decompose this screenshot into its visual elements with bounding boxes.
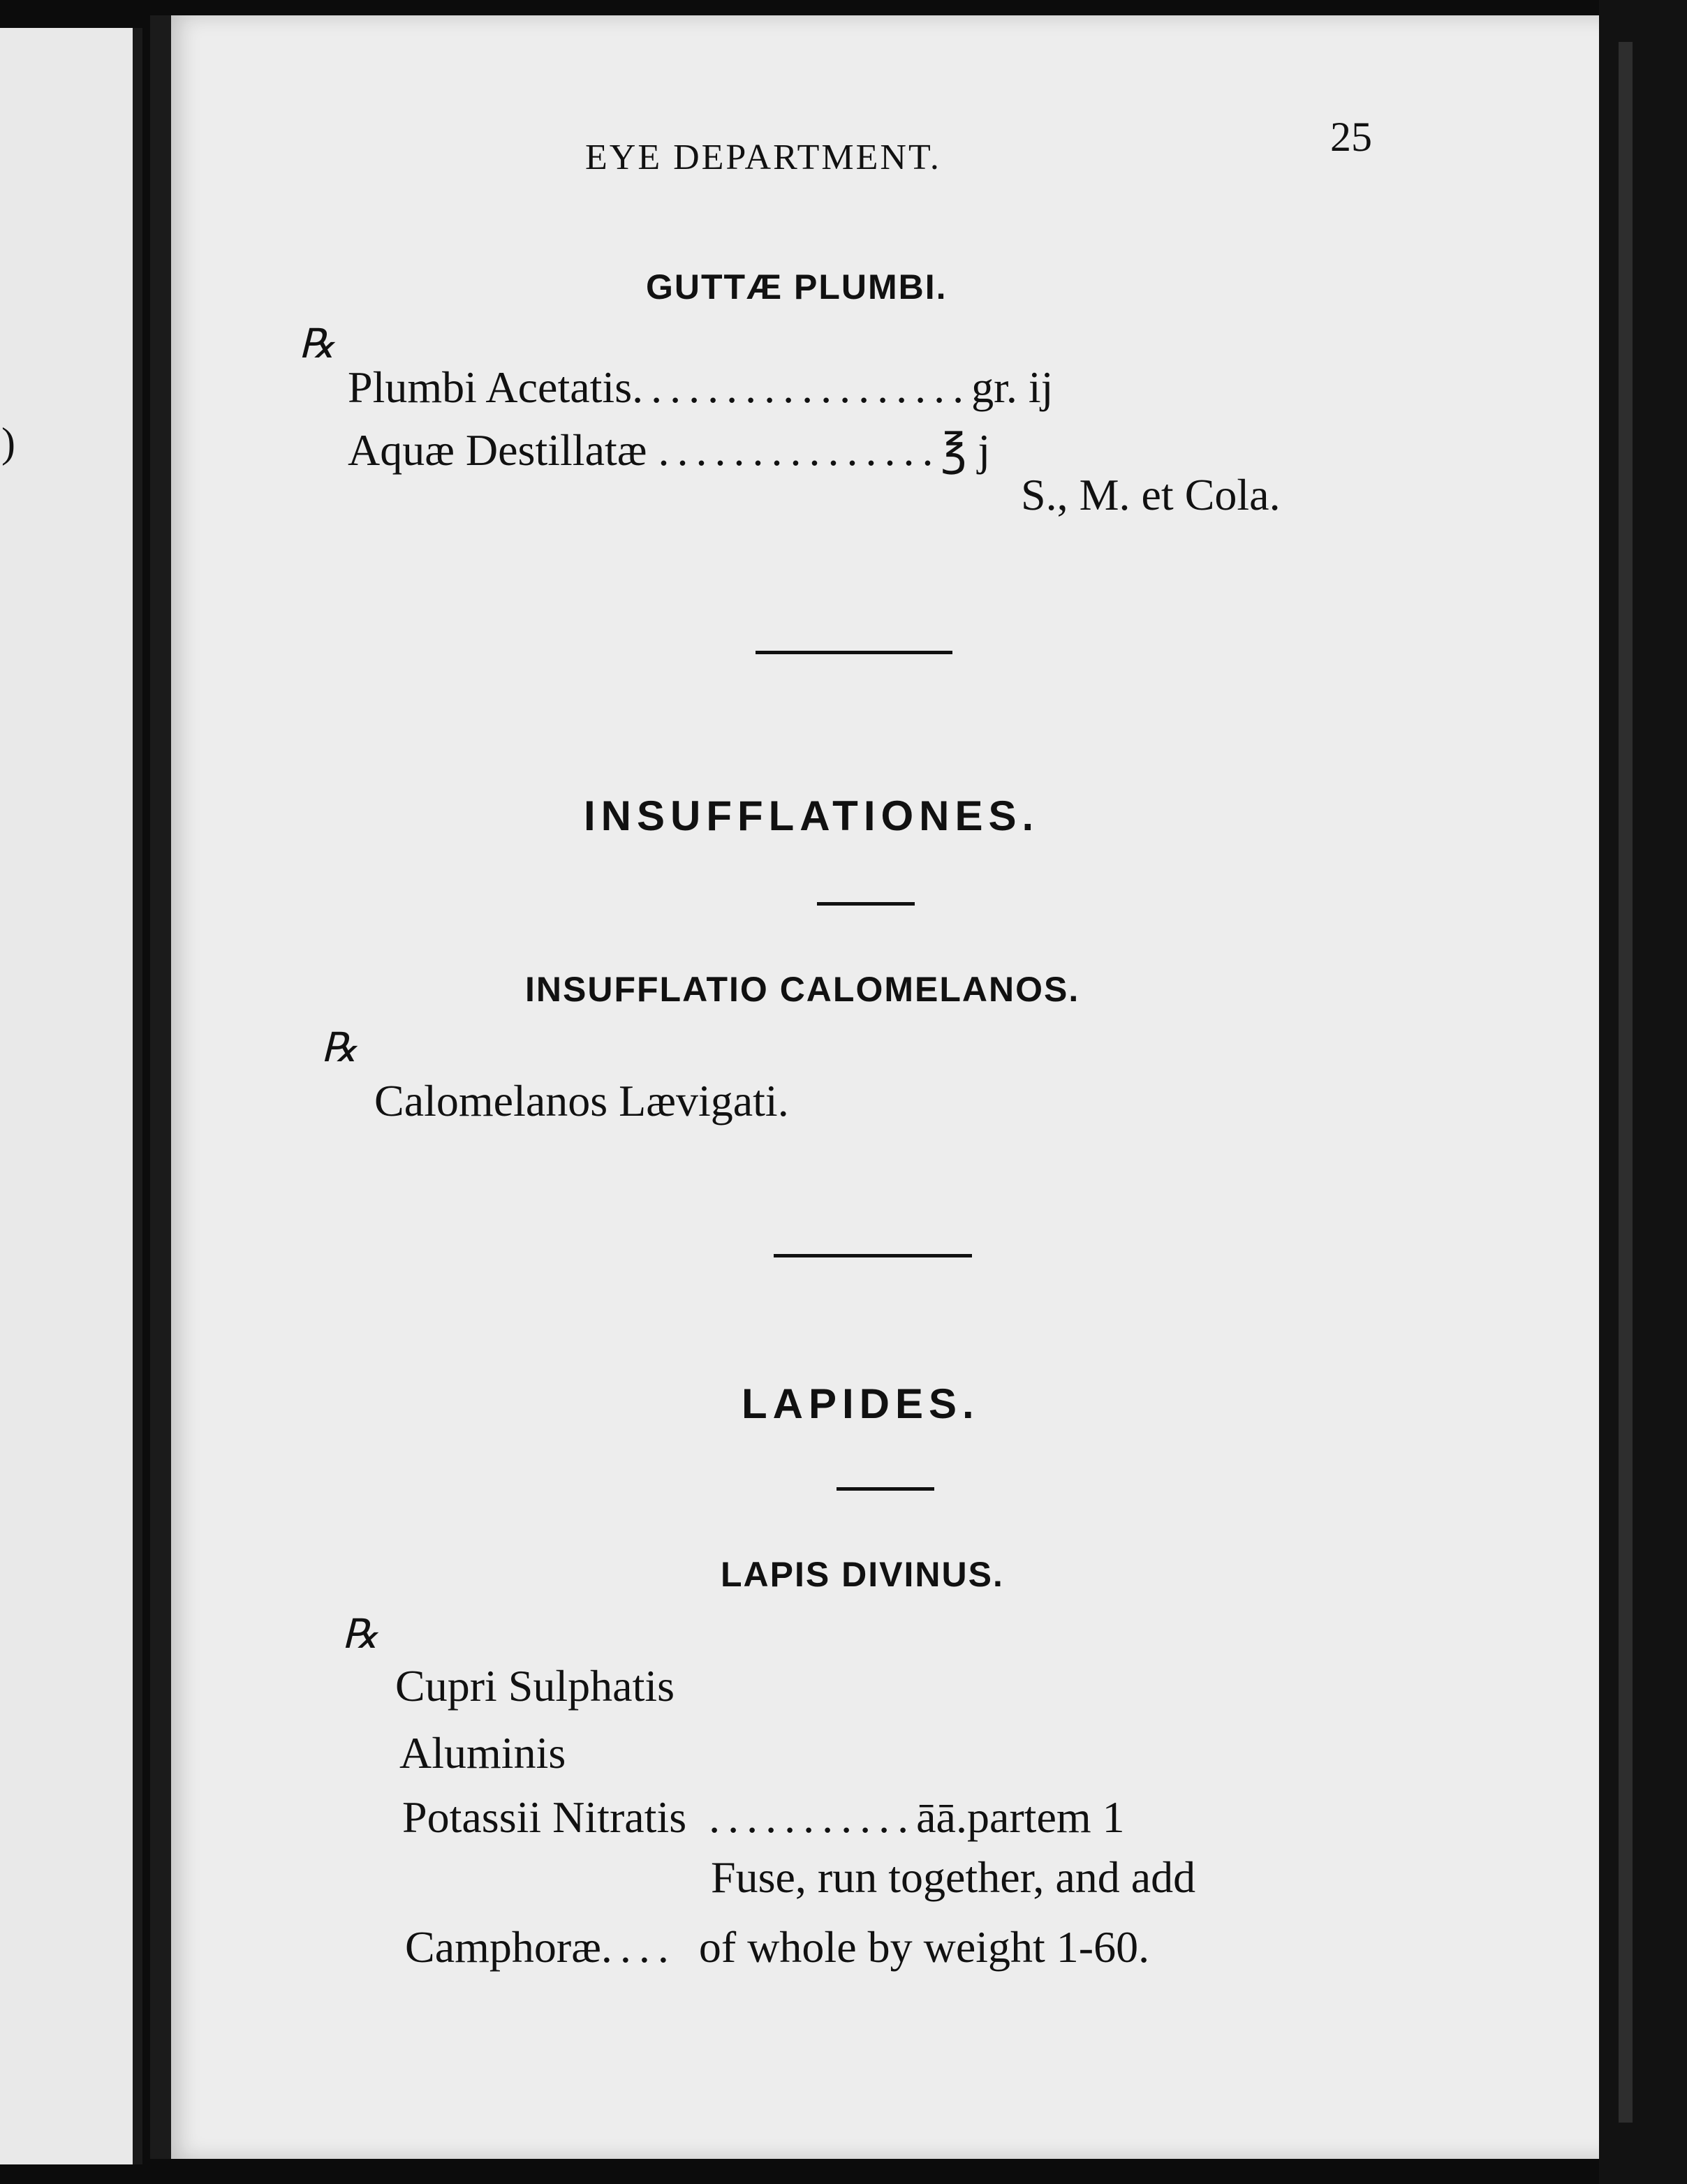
- ingredient-line: [348, 362, 1053, 413]
- running-head: EYE DEPARTMENT.: [585, 138, 941, 177]
- page-number: 25: [1330, 114, 1372, 160]
- dot-leader: ...........: [709, 1792, 917, 1842]
- margin-mark: ): [1, 420, 15, 466]
- dot-leader: ..................: [632, 362, 972, 412]
- rx-symbol: ℞: [342, 1611, 378, 1657]
- ingredient-name: Aquæ Destillatæ: [348, 425, 647, 475]
- rx-symbol: ℞: [299, 321, 335, 367]
- divider-rule: [774, 1254, 972, 1257]
- ingredient-line: Aluminis: [399, 1728, 566, 1778]
- short-rule: [837, 1487, 934, 1491]
- ingredient-line: [348, 425, 990, 476]
- ingredient-name: Plumbi Acetatis: [348, 362, 633, 412]
- rx-symbol: ℞: [321, 1025, 358, 1070]
- ingredient-amount: of whole by weight 1-60.: [698, 1922, 1150, 1972]
- ingredient-name: Camphoræ: [405, 1922, 601, 1972]
- lapis-divinus-title: LAPIS DIVINUS.: [721, 1555, 1004, 1594]
- instruction: Fuse, run together, and add: [711, 1852, 1196, 1902]
- short-rule: [817, 902, 915, 906]
- book-edge: [1599, 0, 1687, 2184]
- ingredient-name: Potassii Nitratis: [402, 1792, 687, 1842]
- ingredient-amount: āā.partem 1: [916, 1792, 1125, 1842]
- dot-leader: ...............: [658, 425, 941, 475]
- divider-rule: [756, 651, 952, 654]
- ingredient-line: [402, 1792, 1125, 1843]
- dot-leader: ....: [601, 1922, 677, 1972]
- ingredient-line: Cupri Sulphatis: [395, 1661, 675, 1711]
- insufflationes-section-title: INSUFFLATIONES.: [584, 792, 1040, 839]
- insufflatio-calomelanos-title: INSUFFLATIO CALOMELANOS.: [525, 970, 1080, 1009]
- ingredient-line: Calomelanos Lævigati.: [374, 1076, 789, 1126]
- ingredient-amount: ℥ j: [941, 425, 991, 475]
- ingredient-amount: gr. ij: [971, 362, 1054, 412]
- ingredient-line: [405, 1921, 1149, 1973]
- facing-page-edge: [0, 28, 142, 2164]
- directions: S., M. et Cola.: [1021, 470, 1281, 519]
- lapides-section-title: LAPIDES.: [742, 1380, 980, 1427]
- guttae-plumbi-title: GUTTÆ PLUMBI.: [646, 267, 948, 307]
